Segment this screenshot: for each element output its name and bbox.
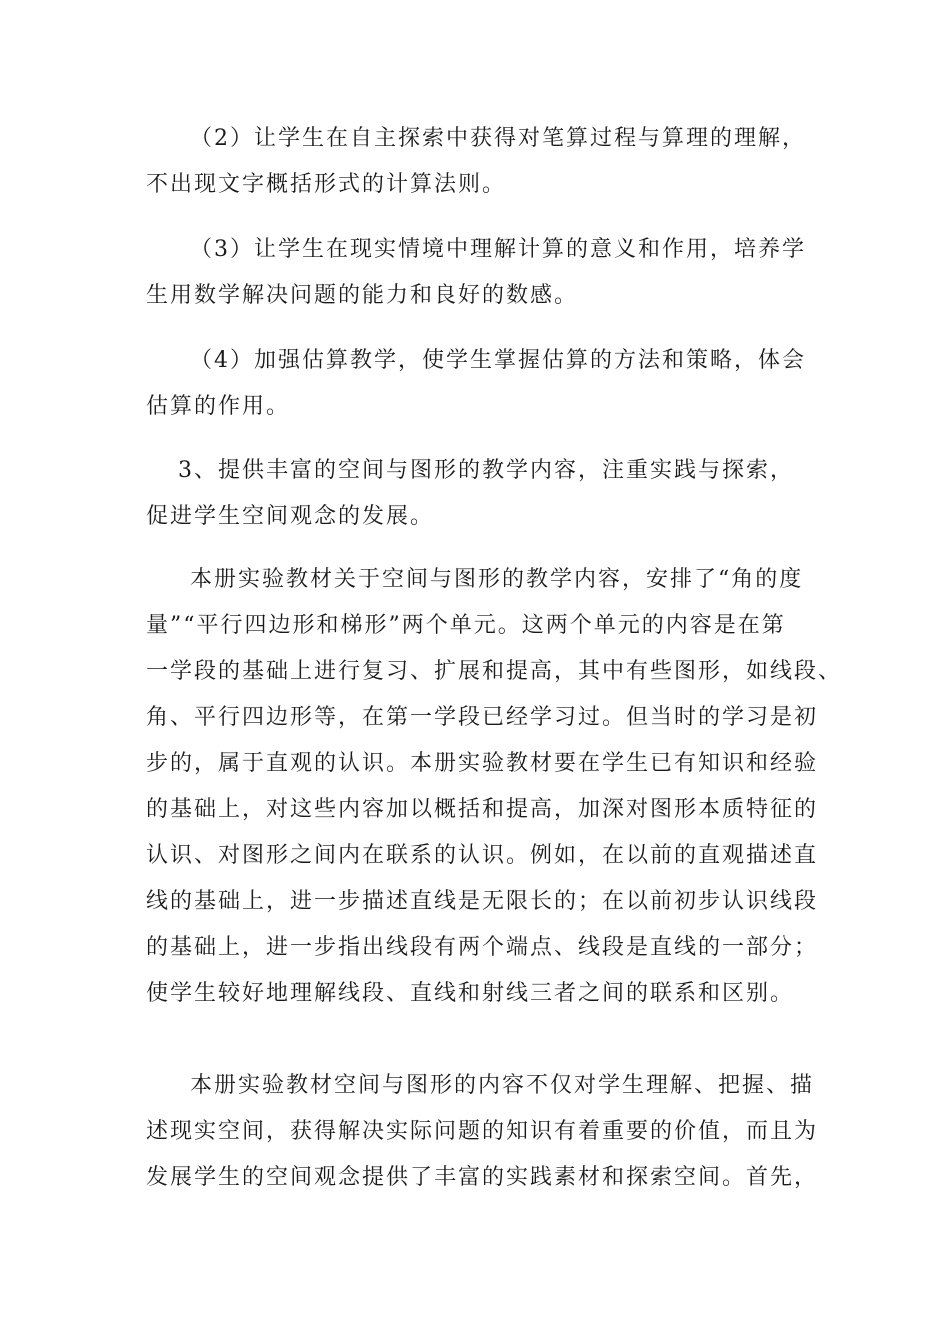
text-line: 一学段的基础上进行复习、扩展和提高，其中有些图形，如线段、 xyxy=(146,659,843,684)
text-line: （2）让学生在自主探索中获得对笔算过程与算理的理解， xyxy=(190,126,806,151)
text-line: 本册实验教材关于空间与图形的教学内容，安排了“角的度 xyxy=(190,567,804,592)
text-line: （3）让学生在现实情境中理解计算的意义和作用，培养学 xyxy=(190,237,806,262)
text-line: 估算的作用。 xyxy=(146,394,291,419)
text-line: 促进学生空间观念的发展。 xyxy=(146,504,435,529)
text-line: 不出现文字概括形式的计算法则。 xyxy=(146,172,507,197)
paragraph-item-4 xyxy=(146,338,806,430)
text-line: 角、平行四边形等，在第一学段已经学习过。但当时的学习是初 xyxy=(146,705,819,730)
text-line: 的基础上，进一步指出线段有两个端点、线段是直线的一部分； xyxy=(146,935,819,960)
paragraph-item-3 xyxy=(146,227,806,319)
text-line: （4）加强估算教学，使学生掌握估算的方法和策略，体会 xyxy=(190,348,806,373)
paragraph-item-2 xyxy=(146,116,806,208)
text-line: 使学生较好地理解线段、直线和射线三者之间的联系和区别。 xyxy=(146,981,795,1006)
text-line: 3、提供丰富的空间与图形的教学内容，注重实践与探索， xyxy=(178,458,794,483)
text-line: 线的基础上，进一步描述直线是无限长的；在以前初步认识线段 xyxy=(146,889,819,914)
text-line: 述现实空间，获得解决实际问题的知识有着重要的价值，而且为 xyxy=(146,1119,819,1144)
text-line: 生用数学解决问题的能力和良好的数感。 xyxy=(146,283,579,308)
body-paragraph-spatial-value xyxy=(146,1063,819,1201)
body-paragraph-geometry-content xyxy=(146,557,843,1017)
text-line: 步的，属于直观的认识。本册实验教材要在学生已有知识和经验 xyxy=(146,751,819,776)
text-line: 认识、对图形之间内在联系的认识。例如，在以前的直观描述直 xyxy=(146,843,819,868)
section-heading-3 xyxy=(146,448,806,540)
text-line: 本册实验教材空间与图形的内容不仅对学生理解、把握、描 xyxy=(190,1073,815,1098)
text-line: 的基础上，对这些内容加以概括和提高，加深对图形本质特征的 xyxy=(146,797,819,822)
text-line: 发展学生的空间观念提供了丰富的实践素材和探索空间。首先， xyxy=(146,1165,819,1190)
text-line: 量”“平行四边形和梯形”两个单元。这两个单元的内容是在第 xyxy=(146,613,786,638)
